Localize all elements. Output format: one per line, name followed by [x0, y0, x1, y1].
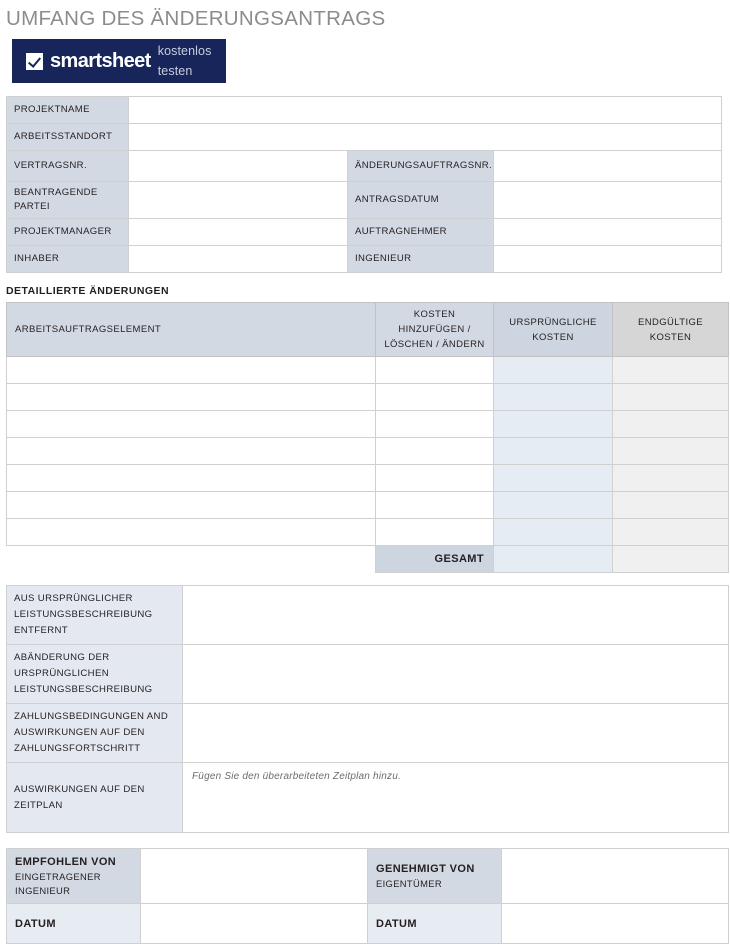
- input-zeitplan[interactable]: [183, 763, 729, 833]
- table-row: [7, 849, 729, 904]
- cell-original[interactable]: [494, 519, 613, 546]
- label-projektmanager: PROJEKTMANAGER: [7, 219, 129, 246]
- empfohlen-von-subtitle: EINGETRAGENER INGENIEUR: [15, 871, 101, 896]
- label-beantragende-partei: BEANTRAGENDE PARTEI: [7, 182, 129, 219]
- input-beantragende-partei[interactable]: [129, 182, 348, 219]
- label-vertragsnr: VERTRAGSNR.: [7, 151, 129, 182]
- label-arbeitsstandort: ARBEITSSTANDORT: [7, 124, 129, 151]
- label-projektname: PROJEKTNAME: [7, 97, 129, 124]
- label-zahlungsbedingungen: ZAHLUNGSBEDINGUNGEN AND AUSWIRKUNGEN AUF DEN ZAHLUNGSFORTSCHRITT: [7, 704, 183, 763]
- project-info-table: [6, 96, 722, 273]
- table-row: [7, 586, 729, 645]
- genehmigt-von-subtitle: EIGENTÜMER: [376, 878, 443, 889]
- cell-final[interactable]: [613, 465, 729, 492]
- label-zeitplan: AUSWIRKUNGEN AUF DEN ZEITPLAN: [7, 763, 183, 833]
- signature-table: [6, 848, 729, 944]
- input-empfohlen-von[interactable]: [141, 849, 368, 904]
- cell-final[interactable]: [613, 519, 729, 546]
- input-zahlungsbedingungen[interactable]: [183, 704, 729, 763]
- label-inhaber: INHABER: [7, 246, 129, 273]
- logo-brand-text: smartsheet: [50, 50, 151, 72]
- cell-original[interactable]: [494, 411, 613, 438]
- checkbox-icon: [26, 53, 43, 70]
- table-row: [7, 438, 729, 465]
- cell-cost[interactable]: [376, 384, 494, 411]
- cell-original[interactable]: [494, 438, 613, 465]
- table-row: [7, 384, 729, 411]
- form-page: [0, 6, 730, 930]
- cell-original[interactable]: [494, 384, 613, 411]
- input-genehmigt-von[interactable]: [502, 849, 729, 904]
- table-row: [7, 97, 722, 124]
- cell-original[interactable]: [494, 465, 613, 492]
- table-row: [7, 219, 722, 246]
- empfohlen-von-title: EMPFOHLEN VON: [15, 856, 117, 868]
- total-row: [7, 546, 729, 573]
- cell-final[interactable]: [613, 357, 729, 384]
- input-ingenieur[interactable]: [494, 246, 722, 273]
- input-arbeitsstandort[interactable]: [129, 124, 722, 151]
- detailed-changes-table: [6, 302, 729, 573]
- genehmigt-von-title: GENEHMIGT VON: [376, 863, 475, 875]
- table-row: [7, 763, 729, 833]
- logo-tagline-text: kostenlos testen: [157, 44, 212, 78]
- cell-final[interactable]: [613, 438, 729, 465]
- table-row: [7, 492, 729, 519]
- table-header-row: [7, 303, 729, 357]
- input-vertragsnr[interactable]: [129, 151, 348, 182]
- header-endgueltige-kosten: ENDGÜLTIGE KOSTEN: [613, 303, 729, 357]
- table-row: [7, 411, 729, 438]
- input-abaenderung[interactable]: [183, 645, 729, 704]
- cell-cost[interactable]: [376, 438, 494, 465]
- header-urspruengliche-kosten: URSPRÜNGLICHE KOSTEN: [494, 303, 613, 357]
- label-aenderungsauftragsnr: ÄNDERUNGSAUFTRAGSNR.: [348, 151, 494, 182]
- cell-item[interactable]: [7, 438, 376, 465]
- zeitplan-hint-text: Fügen Sie den überarbeiteten Zeitplan hinzu.: [192, 771, 401, 782]
- table-row: [7, 519, 729, 546]
- table-row: [7, 357, 729, 384]
- total-original[interactable]: [494, 546, 613, 573]
- smartsheet-logo[interactable]: [12, 39, 226, 83]
- input-auftragnehmer[interactable]: [494, 219, 722, 246]
- table-row: [7, 124, 722, 151]
- descriptions-table: [6, 585, 729, 833]
- cell-final[interactable]: [613, 411, 729, 438]
- cell-cost[interactable]: [376, 519, 494, 546]
- table-row: [7, 151, 722, 182]
- header-arbeitsauftragselement: ARBEITSAUFTRAGSELEMENT: [7, 303, 376, 357]
- cell-final[interactable]: [613, 384, 729, 411]
- label-genehmigt-von: [368, 849, 502, 904]
- table-row: [7, 645, 729, 704]
- total-label: GESAMT: [376, 546, 494, 573]
- input-entfernt[interactable]: [183, 586, 729, 645]
- detail-section-heading: DETAILLIERTE ÄNDERUNGEN: [6, 285, 169, 297]
- cell-original[interactable]: [494, 357, 613, 384]
- header-kosten-aendern: KOSTEN HINZUFÜGEN / LÖSCHEN / ÄNDERN: [376, 303, 494, 357]
- table-row: [7, 704, 729, 763]
- input-antragsdatum[interactable]: [494, 182, 722, 219]
- input-aenderungsauftragsnr[interactable]: [494, 151, 722, 182]
- label-auftragnehmer: AUFTRAGNEHMER: [348, 219, 494, 246]
- cell-item[interactable]: [7, 357, 376, 384]
- cell-item[interactable]: [7, 411, 376, 438]
- table-row: [7, 246, 722, 273]
- input-projektname[interactable]: [129, 97, 722, 124]
- label-empfohlen-von: [7, 849, 141, 904]
- label-entfernt: AUS URSPRÜNGLICHER LEISTUNGSBESCHREIBUNG ENTFERNT: [7, 586, 183, 645]
- cell-cost[interactable]: [376, 492, 494, 519]
- cell-item[interactable]: [7, 492, 376, 519]
- cell-original[interactable]: [494, 492, 613, 519]
- cell-item[interactable]: [7, 465, 376, 492]
- table-row: [7, 465, 729, 492]
- label-antragsdatum: ANTRAGSDATUM: [348, 182, 494, 219]
- label-abaenderung: ABÄNDERUNG DER URSPRÜNGLICHEN LEISTUNGSBESCHREIBUNG: [7, 645, 183, 704]
- cell-cost[interactable]: [376, 411, 494, 438]
- cell-cost[interactable]: [376, 465, 494, 492]
- cell-item[interactable]: [7, 384, 376, 411]
- label-ingenieur: INGENIEUR: [348, 246, 494, 273]
- datum-right-text: DATUM: [376, 917, 417, 930]
- table-row: [7, 182, 722, 219]
- total-final[interactable]: [613, 546, 729, 573]
- cell-cost[interactable]: [376, 357, 494, 384]
- page-title: UMFANG DES ÄNDERUNGSANTRAGS: [6, 7, 386, 30]
- cell-final[interactable]: [613, 492, 729, 519]
- input-inhaber[interactable]: [129, 246, 348, 273]
- input-projektmanager[interactable]: [129, 219, 348, 246]
- total-spacer: [7, 546, 376, 573]
- detailed-changes-body: [7, 357, 729, 573]
- datum-left-text: DATUM: [15, 917, 56, 930]
- cell-item[interactable]: [7, 519, 376, 546]
